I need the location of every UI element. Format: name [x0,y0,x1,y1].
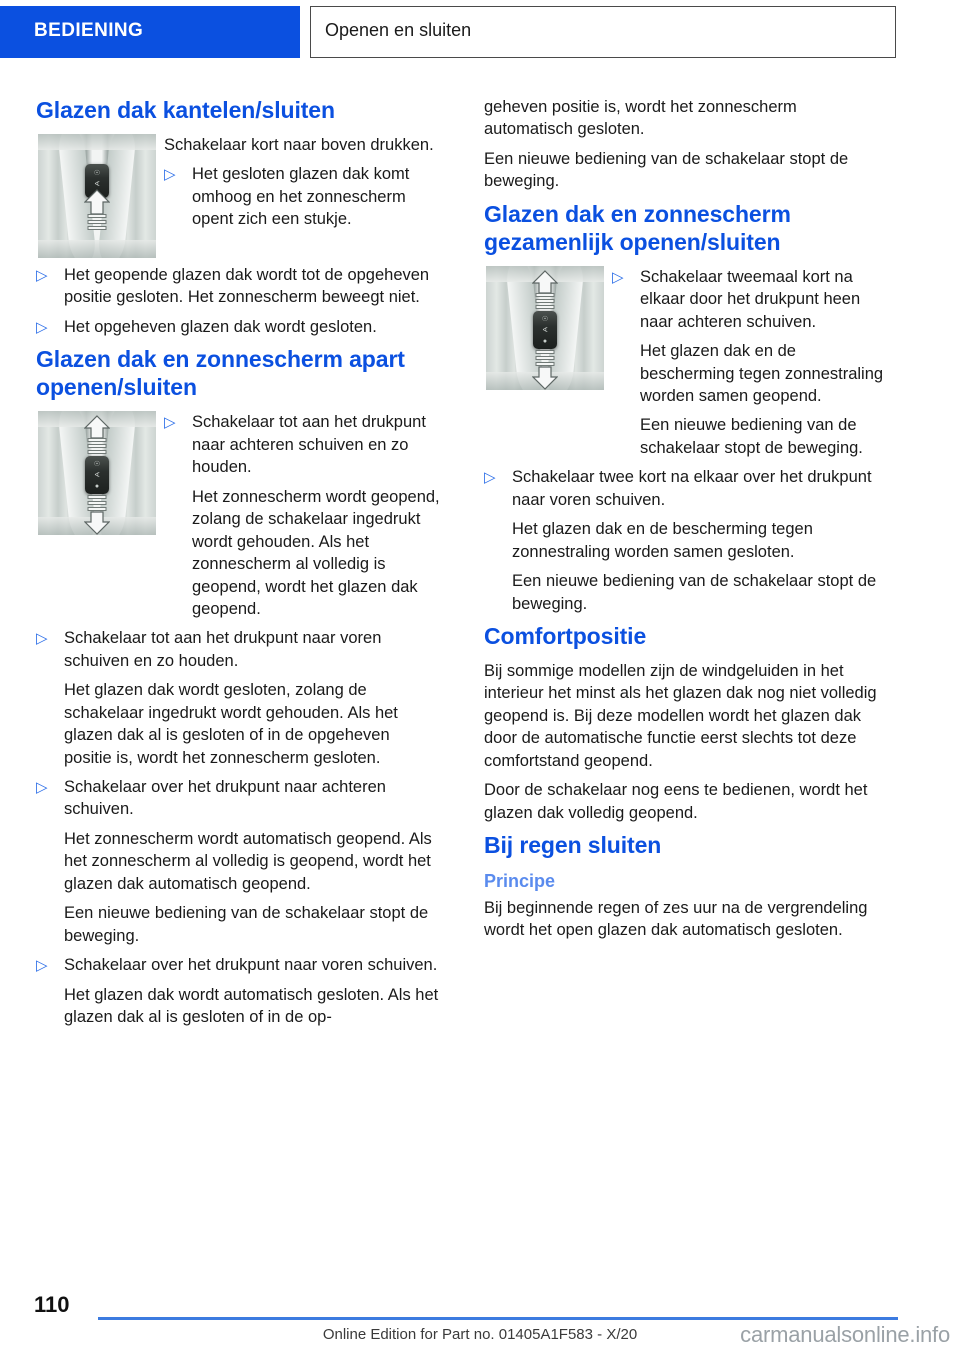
page-footer [0,1282,960,1362]
footer-edition-note: Online Edition for Part no. 01405A1F583 - X/20 [322,1326,638,1343]
continued-paragraph-2: Een nieuwe bediening van de schakelaar stopt de beweging. [484,149,849,191]
comfort-paragraph-2: Door de schakelaar nog eens te bedienen, wordt het glazen dak volledig geopend. [484,781,868,822]
arrow-up-icon [84,189,110,215]
figure-text-together [612,266,888,460]
page-header [0,6,960,62]
list-item [36,627,440,769]
list-item [484,466,888,615]
subheading-principe: Principe [484,871,556,892]
list-item-text: Het opgeheven glazen dak wordt gesloten. [64,317,377,336]
figure-row-together [484,266,888,460]
right-column [484,96,888,942]
heading-bij-regen-sluiten: Bij regen sluiten [484,832,662,859]
list-item [36,264,440,309]
section-label: Openen en sluiten [325,20,472,40]
list-item-detail: Het zonnescherm wordt automatisch geopend. Als het zonnescherm al volledig is geopend, wordt het glazen dak automatisch geopend. [64,829,432,893]
list-item-text: Schakelaar tweemaal kort na elkaar door het drukpunt heen naar achteren schuiven. [640,267,861,331]
list-item-detail: Een nieuwe bediening van de schakelaar stopt de beweging. [512,572,877,613]
list-item-text: Schakelaar tot aan het drukpunt naar achteren schuiven en zo houden. [192,413,426,477]
list-item-text: Schakelaar over het drukpunt naar voren schuiven. [64,956,438,975]
rain-paragraph: Bij beginnende regen of zes uur na de vergrendeling wordt het open glazen dak automatisch gesloten. [484,898,868,940]
comfort-paragraph-1: Bij sommige modellen zijn de windgeluiden in het interieur het minst als het glazen dak nog niet volledig geopend is. Bij deze modellen wordt het glazen dak door de automatische functie eerst slechts tot deze comfortstand geopend. [484,662,877,770]
left-column [36,96,440,1035]
bullet-marker-icon: ▷ [36,779,48,797]
bullet-marker-icon: ▷ [36,957,48,975]
heading-glazen-dak-kantelen-sluiten: Glazen dak kantelen/sluiten [36,97,335,123]
heading-gezamenlijk-openen-sluiten: Glazen dak en zonnescherm gezamenlijk openen/sluiten [484,200,791,255]
list-item-text: Het geopende glazen dak wordt tot de opgeheven positie gesloten. Het zonnescherm beweegt niet. [64,266,430,307]
list-item [36,954,440,1028]
figure-row-separate [36,411,440,620]
tilt-intro-text: Schakelaar kort naar boven drukken. [164,136,434,155]
bullet-marker-icon: ▷ [36,267,48,285]
watermark-text: carmanualsonline.info [740,1322,950,1347]
heading-apart-openen-sluiten: Glazen dak en zonnescherm apart openen/sluiten [36,346,405,401]
list-item-text: Het gesloten glazen dak komt omhoog en het zonnescherm opent zich een stukje. [192,165,410,229]
arrow-up-icon [532,270,558,294]
bullet-marker-icon: ▷ [612,268,624,286]
sunroof-switch-updown-illustration-2: ☉ ∢ ● [486,266,604,390]
list-item-detail: Een nieuwe bediening van de schakelaar stopt de beweging. [640,416,863,457]
section-banner [310,6,896,58]
list-item-detail: Het glazen dak en de bescherming tegen zonnestraling worden samen geopend. [640,342,884,406]
list-item [612,266,888,460]
sunroof-switch-updown-illustration: ☉ ∢ ● [38,411,156,535]
arrow-up-icon [84,415,110,439]
list-item-detail: Het glazen dak wordt automatisch gesloten. Als het glazen dak al is gesloten of in de op- [64,985,439,1026]
list-item [36,776,440,947]
sunroof-switch-up-illustration: ☉ ∢ [38,134,156,258]
list-item-detail: Het glazen dak en de bescherming tegen zonnestraling worden samen gesloten. [512,520,813,561]
list-item-detail: Het glazen dak wordt gesloten, zolang de schakelaar ingedrukt wordt gehouden. Als het glazen dak al is gesloten of in de opgeheven positie is, wordt het zonnescherm gesloten. [64,681,398,767]
list-item-text: Schakelaar twee kort na elkaar over het drukpunt naar voren schuiven. [512,468,872,509]
page-number: 110 [34,1292,70,1317]
list-item [164,163,440,230]
bullet-marker-icon: ▷ [36,630,48,648]
list-item-text: Schakelaar tot aan het drukpunt naar voren schuiven en zo houden. [64,629,382,670]
chapter-banner [0,6,300,58]
figure-row-tilt [36,134,440,258]
heading-comfortpositie: Comfortpositie [484,622,647,649]
arrow-down-icon [532,366,558,390]
continued-paragraph: geheven positie is, wordt het zonnescherm automatisch gesloten. [484,98,797,139]
footer-divider [98,1317,898,1320]
arrow-down-icon [84,511,110,535]
bullet-marker-icon: ▷ [164,166,176,184]
bullet-marker-icon: ▷ [484,469,496,487]
figure-text-separate [164,411,440,620]
list-item-text: Schakelaar over het drukpunt naar achteren schuiven. [64,778,386,819]
figure-text-tilt [164,134,440,231]
list-item [36,316,440,338]
bullet-marker-icon: ▷ [36,318,48,336]
bullet-marker-icon: ▷ [164,414,176,432]
list-item-detail: Het zonnescherm wordt geopend, zolang de schakelaar ingedrukt wordt gehouden. Als het zonnescherm al volledig is geopend, wordt het glazen dak geopend. [192,487,440,618]
list-item [164,411,440,620]
chapter-label: BEDIENING [34,20,144,41]
list-item-detail: Een nieuwe bediening van de schakelaar stopt de beweging. [64,904,429,945]
